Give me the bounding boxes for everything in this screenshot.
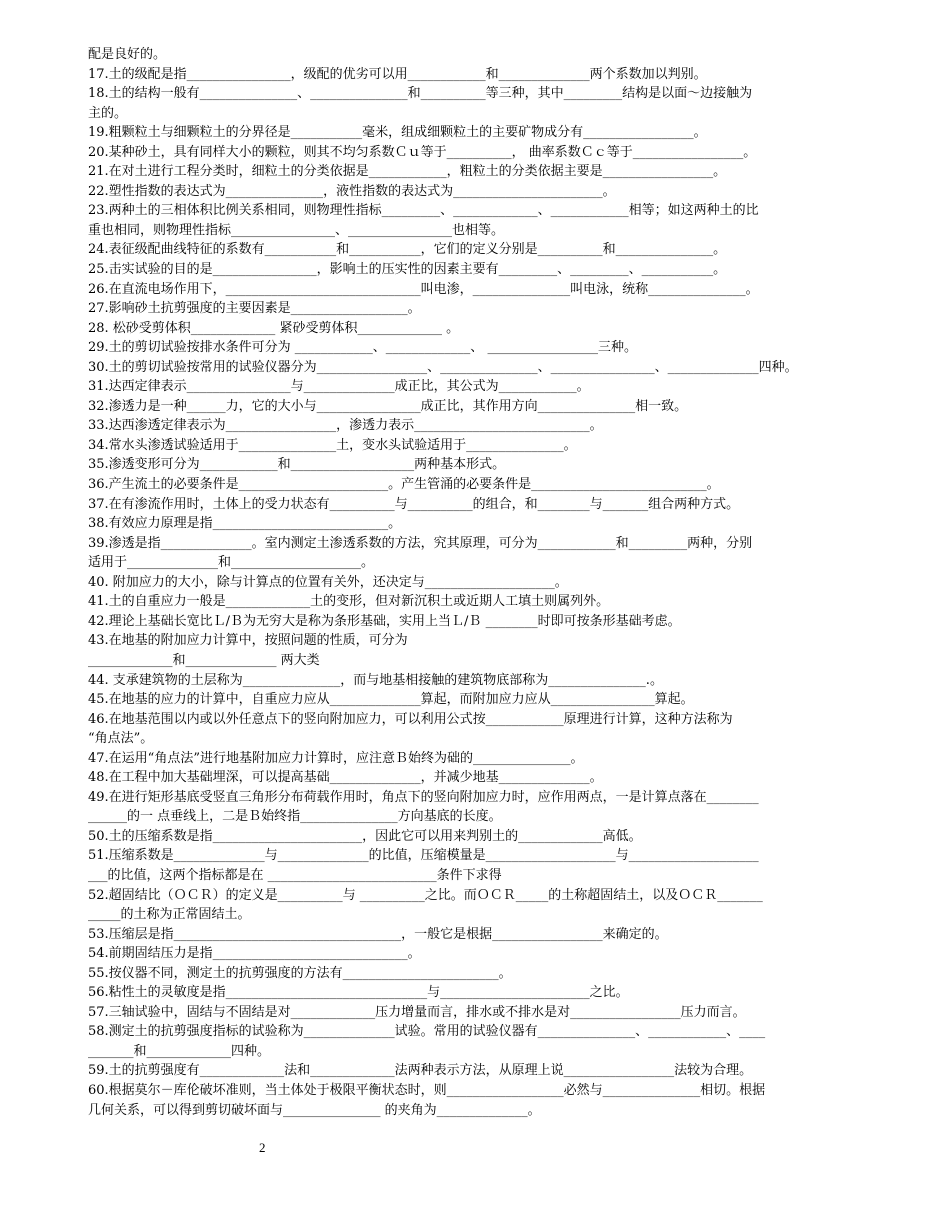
question-40: 40. 附加应力的大小，除与计算点的位置有关外，还决定与____________________。: [88, 574, 568, 590]
question-44: 44. 支承建筑物的土层称为_______________，而与地基相接触的建筑物底部称为_______________.。: [88, 672, 663, 688]
question-57: 57.三轴试验中，固结与不固结是对_____________压力增量而言，排水或不排水是对_________________压力而言。: [88, 1004, 746, 1020]
question-53: 53.压缩层是指___________________________________，一般它是根据_________________来确定的。: [88, 926, 668, 942]
question-22: 22.塑性指数的表达式为_______________，液性指数的表达式为_______________________。: [88, 183, 616, 199]
text-line: 重也相同，则物理性指标________________、________________也相等。: [88, 222, 505, 238]
question-59: 59.土的抗剪强度有_____________法和_____________法两种表示方法，从原理上说_________________法较为合理。: [88, 1063, 753, 1079]
question-45: 45.在地基的应力的计算中，自重应力应从______________算起，而附加应力应从________________算起。: [88, 692, 694, 708]
question-41: 41.土的自重应力一般是_____________土的变形，但对新沉积土或近期人工填土则属列外。: [88, 594, 610, 610]
question-48: 48.在工程中加大基础埋深，可以提高基础______________，并减少地基______________。: [88, 770, 603, 786]
question-23: 23.两种土的三相体积比例关系相同，则物理性指标_________、_____________、____________相等；如这两种土的比: [88, 203, 759, 219]
question-30: 30.土的剪切试验按常用的试验仪器分为_________________、_______________、________________、______________四种。: [88, 359, 798, 375]
question-33: 33.达西渗透定律表示为_________________，渗透力表示___________________________。: [88, 418, 603, 434]
question-36: 36.产生流土的必要条件是_______________________。产生管涌的必要条件是___________________________。: [88, 477, 720, 493]
question-35: 35.渗透变形可分为____________和___________________两种基本形式。: [88, 457, 506, 473]
question-42: 42.理论上基础长宽比Ｌ/Ｂ为无穷大是称为条形基础，实用上当Ｌ/Ｂ ________时即可按条形基础考虑。: [88, 613, 681, 629]
question-47: 47.在运用“角点法”进行地基附加应力计算时，应注意Ｂ始终为础的_______________。: [88, 750, 584, 766]
question-31: 31.达西定律表示________________与______________成正比，其公式为____________。: [88, 379, 590, 395]
text-line: 适用于______________和____________________。: [88, 555, 375, 571]
text-line: _______和_____________四种。: [88, 1043, 271, 1059]
question-49: 49.在进行矩形基底受竖直三角形分布荷载作用时，角点下的竖向附加应力时，应作用两点，一是计算点落在________: [88, 789, 759, 805]
question-50: 50.土的压缩系数是指_______________________，因此它可以用来判别土的_____________高低。: [88, 828, 642, 844]
question-38: 38.有效应力原理是指___________________________。: [88, 516, 402, 532]
question-56: 56.粘性土的灵敏度是指_______________________________与_______________________之比。: [88, 985, 629, 1001]
text-line: 主的。: [88, 105, 128, 121]
text-line: ___的比值，这两个指标都是在 __________________________条件下求得: [88, 867, 502, 883]
question-24: 24.表征级配曲线特征的系数有___________和___________，它们的定义分别是__________和_______________。: [88, 242, 727, 258]
question-51: 51.压缩系数是______________与______________的比值，压缩模量是____________________与____________________: [88, 848, 759, 864]
question-26: 26.在直流电场作用下，______________________________叫电渗，_______________叫电泳，统称_______________。: [88, 281, 759, 297]
question-39: 39.渗透是指______________。室内测定土渗透系数的方法，究其原理，可分为____________和_________两种，分别: [88, 535, 753, 551]
question-55: 55.按仪器不同，测定土的抗剪强度的方法有________________________。: [88, 965, 512, 981]
question-19: 19.粗颗粒土与细颗粒土的分界径是___________毫米，组成细颗粒土的主要矿物成分有_________________。: [88, 125, 707, 141]
question-list: [88, 45, 910, 1120]
question-25: 25.击实试验的目的是________________，影响土的压实性的因素主要有_________、_________、___________。: [88, 262, 727, 278]
question-54: 54.前期固结压力是指______________________________。: [88, 946, 421, 962]
question-32: 32.渗透力是一种______力，它的大小与________________成正比，其作用方向_______________相一致。: [88, 398, 688, 414]
question-27: 27.影响砂土抗剪强度的主要因素是__________________。: [88, 301, 421, 317]
question-52: 52.超固结比（ＯＣＲ）的定义是__________与 __________之比。而ＯＣＲ_____的土称超固结土，以及ＯＣＲ_______: [88, 887, 763, 903]
question-18: 18.土的结构一般有_______________、_______________和__________等三种，其中_________结构是以面～边接触为: [88, 86, 753, 102]
text-line: _____________和______________ 两大类: [88, 652, 320, 668]
question-43: 43.在地基的附加应力计算中，按照问题的性质，可分为: [88, 633, 408, 649]
text-line: ______的一 点垂线上，二是Ｂ始终指_______________方向基底的长度。: [88, 809, 502, 825]
question-20: 20.某种砂土，具有同样大小的颗粒，则其不均匀系数Ｃｕ等于__________， 曲率系数Ｃｃ等于_________________。: [88, 144, 757, 160]
text-line: 配是良好的。: [88, 47, 167, 62]
question-17: 17.土的级配是指________________，级配的优劣可以用____________和______________两个系数加以判别。: [88, 66, 707, 82]
question-34: 34.常水头渗透试验适用于_______________土，变水头试验适用于_______________。: [88, 437, 577, 453]
text-line: 几何关系，可以得到剪切破坏面与_______________ 的夹角为______________。: [88, 1102, 541, 1118]
question-37: 37.在有渗流作用时，土体上的受力状态有__________与__________的组合，和________与_______组合两种方式。: [88, 496, 740, 512]
question-60: 60.根据莫尔－库伦破坏准则，当土体处于极限平衡状态时，则__________________必然与_______________相切。根据: [88, 1082, 766, 1098]
question-21: 21.在对土进行工程分类时，细粒土的分类依据是____________，粗粒土的分类依据主要是_________________。: [88, 164, 727, 180]
page-number: 2: [259, 1140, 266, 1155]
text-line: “角点法”。: [88, 731, 154, 747]
question-46: 46.在地基范围以内或以外任意点下的竖向附加应力，可以利用公式按____________原理进行计算，这种方法称为: [88, 711, 733, 727]
text-line: _____的土称为正常固结土。: [88, 907, 251, 923]
question-58: 58.测定土的抗剪强度指标的试验称为______________试验。常用的试验仪器有_______________、____________、____: [88, 1024, 766, 1040]
question-29: 29.土的剪切试验按排水条件可分为 ____________、_____________、 _________________三种。: [88, 340, 637, 356]
question-28: 28. 松砂受剪体积_____________ 紧砂受剪体积_____________ 。: [88, 320, 460, 336]
